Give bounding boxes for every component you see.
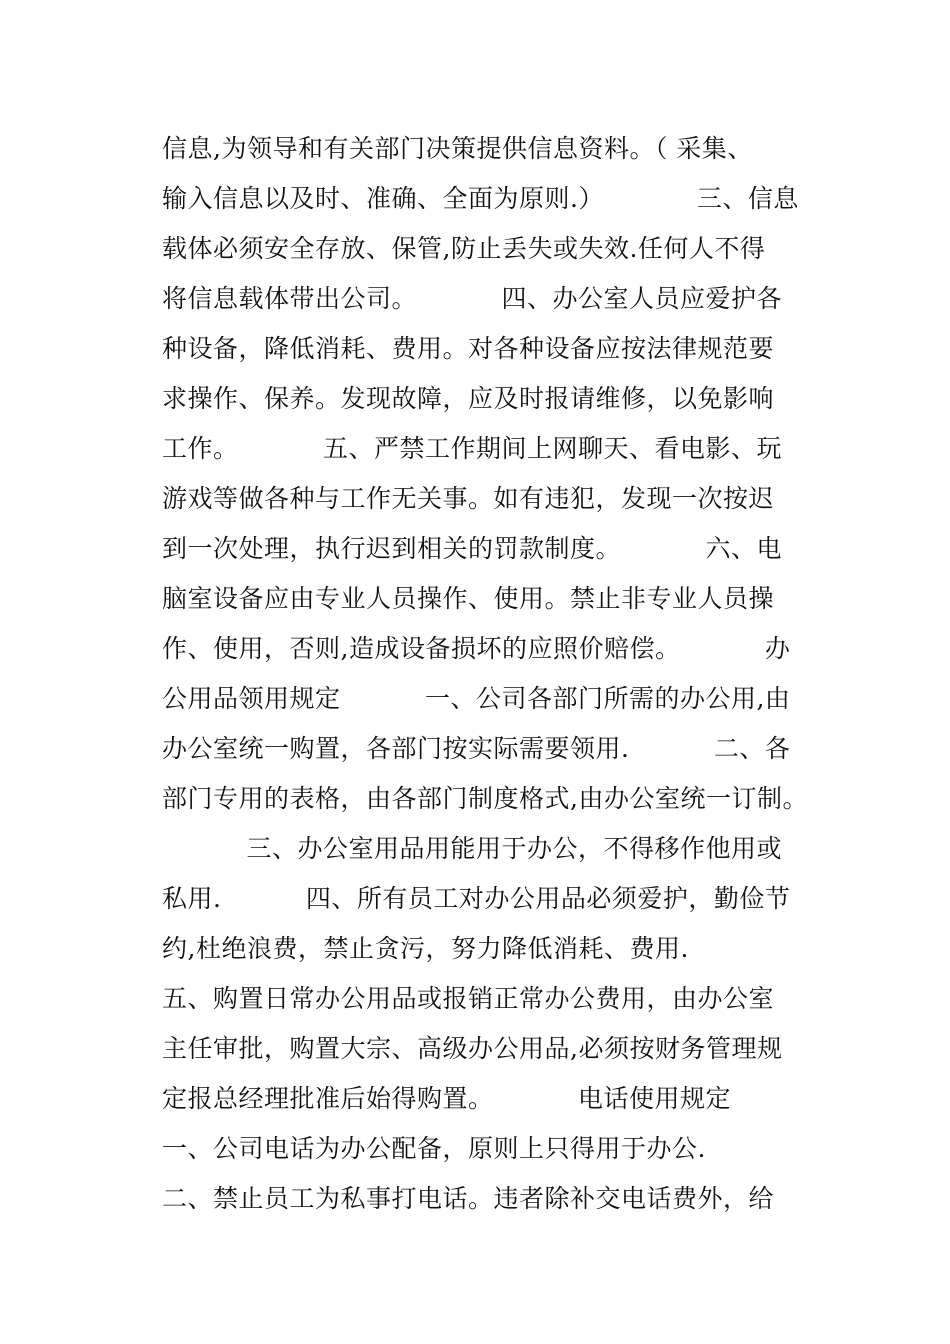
text-line: 工作。 五、严禁工作期间上网聊天、看电影、玩 (162, 434, 782, 463)
text-line: 脑室设备应由专业人员操作、使用。禁止非专业人员操 (162, 584, 775, 613)
text-line: 私用. 四、所有员工对办公用品必须爱护，勤俭节 (162, 884, 791, 913)
text-line: 信息,为领导和有关部门决策提供信息资料。（ 采集、 (162, 134, 753, 163)
text-line: 五、购置日常办公用品或报销正常办公费用，由办公室 (162, 984, 775, 1013)
text-line: 输入信息以及时、准确、全面为原则.） 三、信息 (162, 184, 799, 213)
text-line: 游戏等做各种与工作无关事。如有违犯，发现一次按迟 (162, 484, 775, 513)
text-line: 办公室统一购置，各部门按实际需要领用. 二、各 (162, 734, 791, 763)
text-line: 三、办公室用品用能用于办公，不得移作他用或 (162, 834, 782, 863)
text-line: 部门专用的表格，由各部门制度格式,由办公室统一订制。 (162, 784, 808, 813)
text-line: 公用品领用规定 一、公司各部门所需的办公用,由 (162, 684, 791, 713)
text-line: 到一次处理，执行迟到相关的罚款制度。 六、电 (162, 534, 782, 563)
text-line: 主任审批，购置大宗、高级办公用品,必须按财务管理规 (162, 1034, 783, 1063)
text-line: 作、使用，否则,造成设备损坏的应照价赔偿。 办 (162, 634, 791, 663)
text-line: 载体必须安全存放、保管,防止丢失或失效.任何人不得 (162, 234, 766, 263)
text-line: 求操作、保养。发现故障，应及时报请维修，以免影响 (162, 384, 775, 413)
text-line: 定报总经理批准后始得购置。 电话使用规定 (162, 1084, 731, 1113)
text-line: 种设备，降低消耗、费用。对各种设备应按法律规范要 (162, 334, 775, 363)
text-line: 将信息载体带出公司。 四、办公室人员应爱护各 (162, 284, 782, 313)
text-line: 二、禁止员工为私事打电话。违者除补交电话费外，给 (162, 1184, 775, 1213)
text-line: 一、公司电话为办公配备，原则上只得用于办公. (162, 1134, 706, 1163)
text-line: 约,杜绝浪费，禁止贪污，努力降低消耗、费用. (162, 934, 689, 963)
